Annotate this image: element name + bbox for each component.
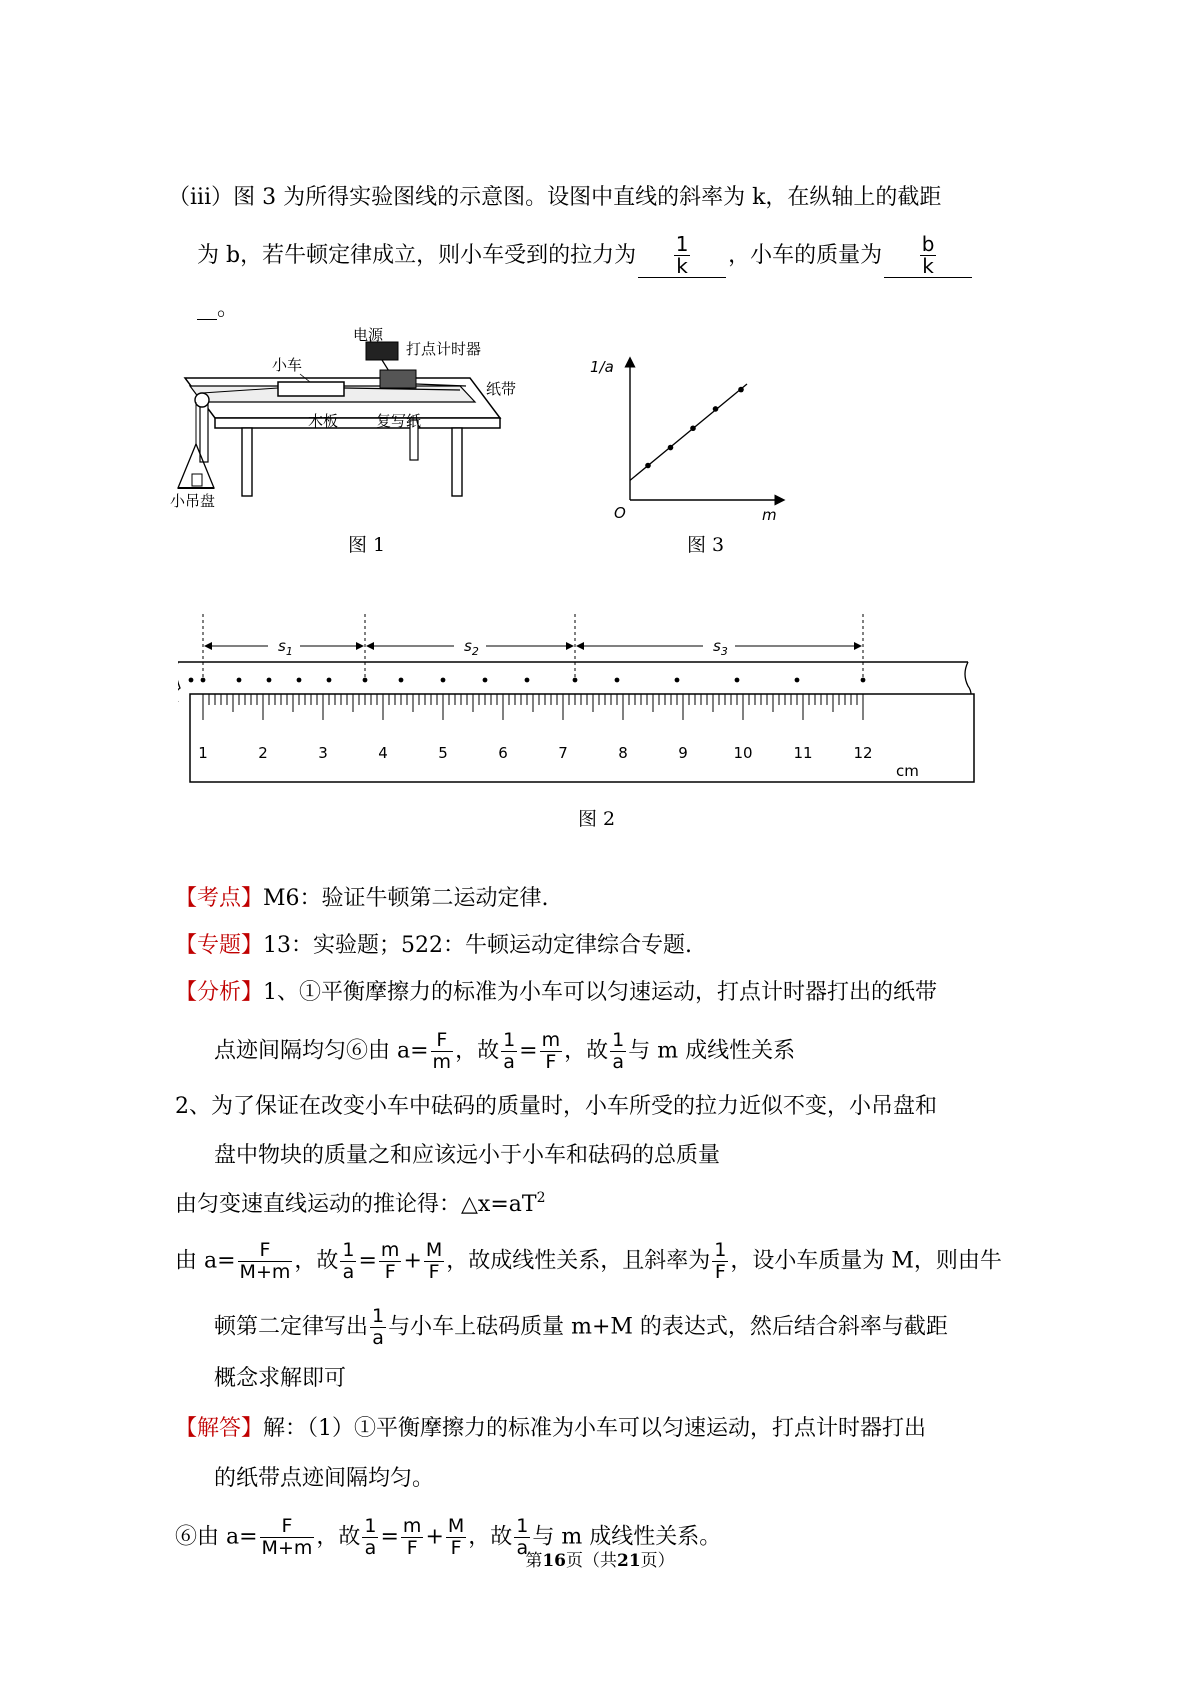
jieda-line2: 的纸带点迹间隔均匀。 <box>214 1466 435 1491</box>
jieda-line1: 【解答】解：（1）①平衡摩擦力的标准为小车可以匀速运动，打点计时器打出 <box>175 1416 927 1441</box>
segment-label-2: $s_2$ <box>464 637 479 658</box>
tape-dot <box>267 678 272 683</box>
tape-dot <box>735 678 740 683</box>
power-supply <box>366 342 398 360</box>
jieda-tag: 【解答】 <box>175 1416 264 1441</box>
ruler-tick-label-9: 9 <box>678 744 688 762</box>
dot-timer <box>380 370 416 388</box>
p2-line2: 盘中物块的质量之和应该远小于小车和砝码的总质量 <box>214 1143 721 1168</box>
page-footer: 第16页（共21页） <box>525 1551 675 1571</box>
p2-line4: 由 a= $\frac{F}{M+m}$ ，故 $\frac{1}{a}$ = $\frac{m}{F}$ + $\frac{M}{F}$ ，故成线性关系，且斜率为 $\frac{1}{F}$ ，设小车质量为 M，则由牛 <box>175 1239 1002 1283</box>
segment-label-1: $s_1$ <box>278 637 293 658</box>
tape-dot <box>675 678 680 683</box>
data-point-3 <box>690 425 696 431</box>
tape-dot <box>237 678 242 683</box>
fenxi-line1: 【分析】1、①平衡摩擦力的标准为小车可以匀速运动，打点计时器打出的纸带 <box>175 980 938 1005</box>
tape-dot <box>441 678 446 683</box>
ruler-tick-label-12: 12 <box>853 744 873 762</box>
data-point-4 <box>713 406 719 412</box>
figure-1-apparatus <box>170 320 530 520</box>
p2-line5: 顿第二定律写出 $\frac{1}{a}$ 与小车上砝码质量 m+M 的表达式，然后结合斜率与截距 <box>214 1305 948 1349</box>
figure-2-ruler <box>178 614 998 784</box>
ruler-tick-label-10: 10 <box>733 744 753 762</box>
q3-line2: 为 b，若牛顿定律成立，则小车受到的拉力为 $\frac{1}{k}$ ，小车的质量为 $\frac{b}{k}$ <box>197 234 974 278</box>
ruler-tick-label-2: 2 <box>258 744 268 762</box>
x-axis-label: m <box>762 506 777 524</box>
tape-dot <box>327 678 332 683</box>
ruler-unit: cm <box>896 762 919 780</box>
label-power: 电源 <box>353 326 384 344</box>
tape-dot <box>615 678 620 683</box>
answer-blank-1: $\frac{1}{k}$ <box>638 234 726 278</box>
p2-line1: 2、为了保证在改变小车中砝码的质量时，小车所受的拉力近似不变，小吊盘和 <box>175 1094 937 1119</box>
tape-dot <box>297 678 302 683</box>
answer-blank-2: $\frac{b}{k}$ <box>884 234 972 278</box>
label-tape: 纸带 <box>486 380 517 398</box>
figure-3-caption: 图 3 <box>687 534 725 556</box>
tape-dot <box>795 678 800 683</box>
q3-line3: 。 <box>197 292 239 326</box>
p2-line6: 概念求解即可 <box>214 1366 347 1391</box>
page-total: 21 <box>617 1551 641 1571</box>
zhuanti-tag: 【专题】 <box>175 933 264 958</box>
label-cart: 小车 <box>272 356 303 374</box>
fenxi-line2: 点迹间隔均匀⑥由 a= $\frac{F}{m}$ ，故 $\frac{1}{a}$ = $\frac{m}{F}$ ，故 $\frac{1}{a}$ 与 m 成线性关系 <box>214 1029 796 1073</box>
tape-dot <box>399 678 404 683</box>
zhuanti-line: 【专题】13：实验题；522：牛顿运动定律综合专题. <box>175 933 692 958</box>
page-number: 16 <box>542 1551 566 1571</box>
data-point-1 <box>645 463 651 469</box>
q3-line1: （iii）图 3 为所得实验图线的示意图。设图中直线的斜率为 k，在纵轴上的截距 <box>168 185 942 210</box>
origin-label: O <box>614 504 626 522</box>
ruler-tick-label-4: 4 <box>378 744 388 762</box>
data-point-5 <box>738 387 744 393</box>
cart <box>278 382 344 396</box>
segment-label-3: $s_3$ <box>713 637 728 658</box>
figure-3-graph <box>590 350 790 525</box>
ruler-tick-label-7: 7 <box>558 744 568 762</box>
kaodian-line: 【考点】M6：验证牛顿第二运动定律. <box>175 886 549 911</box>
ruler-tick-label-6: 6 <box>498 744 508 762</box>
label-board: 木板 <box>308 412 339 430</box>
ruler-tick-label-8: 8 <box>618 744 628 762</box>
label-timer: 打点计时器 <box>406 340 482 358</box>
tape-dot <box>525 678 530 683</box>
kaodian-tag: 【考点】 <box>175 886 264 911</box>
tape-dot <box>189 678 194 683</box>
y-axis-label: 1/a <box>590 358 614 376</box>
tape-dot <box>483 678 488 683</box>
data-point-2 <box>668 445 674 451</box>
fenxi-tag: 【分析】 <box>175 980 264 1005</box>
jieda-line3: ⑥由 a= $\frac{F}{M+m}$ ，故 $\frac{1}{a}$ = $\frac{m}{F}$ + $\frac{M}{F}$ ，故 $\frac{1}{a}$ 与 m 成线性关系。 <box>175 1515 722 1559</box>
label-carbon: 复写纸 <box>376 412 422 430</box>
ruler-body <box>190 694 974 782</box>
ruler-tick-label-5: 5 <box>438 744 448 762</box>
ruler-tick-label-1: 1 <box>198 744 208 762</box>
ruler-tick-label-3: 3 <box>318 744 328 762</box>
figure-2-caption: 图 2 <box>578 808 616 830</box>
label-pan: 小吊盘 <box>170 492 216 510</box>
p2-line3: 由匀变速直线运动的推论得：$\triangle x=aT^2$ <box>175 1190 546 1217</box>
figure-1-caption: 图 1 <box>348 534 386 556</box>
ruler-tick-label-11: 11 <box>793 744 813 762</box>
